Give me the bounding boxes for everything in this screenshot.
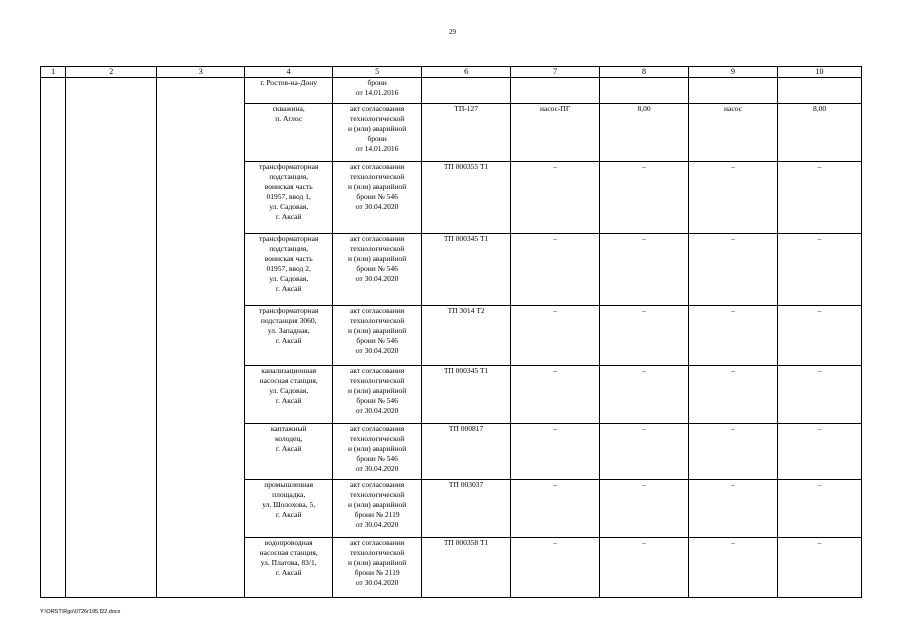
column-number-5: 5 xyxy=(333,67,422,78)
column-number-9: 9 xyxy=(689,67,778,78)
cell-c5: акт согласования технологической и (или) аварийной брони № 546 от 30.04.2020 xyxy=(333,366,422,424)
cell-c5: акт согласования технологической и (или) аварийной брони № 546 от 30.04.2020 xyxy=(333,162,422,234)
cell-c5: акт согласования технологической и (или) аварийной брони № 546 от 30.04.2020 xyxy=(333,424,422,480)
cell-c9: – xyxy=(689,424,778,480)
cell-c6: ТП 000355 Т1 xyxy=(422,162,511,234)
cell-c8: – xyxy=(600,162,689,234)
cell-c10: 8,00 xyxy=(778,104,862,162)
column-number-1: 1 xyxy=(41,67,66,78)
cell-c8: 8,00 xyxy=(600,104,689,162)
column-number-10: 10 xyxy=(778,67,862,78)
column-number-2: 2 xyxy=(66,67,157,78)
cell-c9: – xyxy=(689,162,778,234)
cell-c4: каптажный колодец, г. Аксай xyxy=(245,424,333,480)
column-number-row xyxy=(41,67,862,78)
empty-cell-col2 xyxy=(66,162,157,234)
cell-c9: – xyxy=(689,480,778,538)
empty-cell-col2 xyxy=(66,366,157,424)
data-table xyxy=(40,66,862,598)
file-path-footer: Y:\ORST\Rgo\0726r195.f22.docx xyxy=(40,609,121,615)
empty-cell-col3 xyxy=(157,366,245,424)
empty-cell-col2 xyxy=(66,538,157,598)
table-row xyxy=(41,424,862,480)
empty-cell-col3 xyxy=(157,538,245,598)
empty-cell-col1 xyxy=(41,78,66,104)
empty-cell-col2 xyxy=(66,424,157,480)
cell-c5: акт согласования технологической и (или) аварийной брони № 2119 от 30.04.2020 xyxy=(333,538,422,598)
cell-c10: – xyxy=(778,480,862,538)
empty-cell-col3 xyxy=(157,234,245,306)
table-body xyxy=(41,78,862,598)
cell-c4: канализационная насосная станция, ул. Садовая, г. Аксай xyxy=(245,366,333,424)
empty-cell-col3 xyxy=(157,306,245,366)
table-row xyxy=(41,78,862,104)
cell-c9 xyxy=(689,78,778,104)
cell-c10: – xyxy=(778,234,862,306)
cell-c10: – xyxy=(778,162,862,234)
table-row xyxy=(41,104,862,162)
cell-c4: водопроводная насосная станция, ул. Платова, 83/1, г. Аксай xyxy=(245,538,333,598)
empty-cell-col2 xyxy=(66,306,157,366)
cell-c6: ТП-127 xyxy=(422,104,511,162)
column-number-4: 4 xyxy=(245,67,333,78)
empty-cell-col1 xyxy=(41,480,66,538)
cell-c6 xyxy=(422,78,511,104)
cell-c8: – xyxy=(600,306,689,366)
empty-cell-col1 xyxy=(41,306,66,366)
cell-c4: промышленная площадка, ул. Шолохова, 5, г. Аксай xyxy=(245,480,333,538)
cell-c8: – xyxy=(600,538,689,598)
cell-c5: акт согласования технологической и (или) аварийной брони № 546 от 30.04.2020 xyxy=(333,234,422,306)
cell-c10 xyxy=(778,78,862,104)
cell-c5: акт согласования технологической и (или) аварийной брони № 546 от 30.04.2020 xyxy=(333,306,422,366)
empty-cell-col2 xyxy=(66,104,157,162)
cell-c9: – xyxy=(689,306,778,366)
cell-c4: г. Ростов-на-Дону xyxy=(245,78,333,104)
table-row xyxy=(41,306,862,366)
empty-cell-col3 xyxy=(157,78,245,104)
empty-cell-col2 xyxy=(66,78,157,104)
cell-c8: – xyxy=(600,424,689,480)
cell-c7: – xyxy=(511,538,600,598)
cell-c5: акт согласования технологической и (или) аварийной брони от 14.01.2016 xyxy=(333,104,422,162)
column-number-3: 3 xyxy=(157,67,245,78)
cell-c6: ТП 000345 Т1 xyxy=(422,234,511,306)
cell-c6: ТП 000358 Т1 xyxy=(422,538,511,598)
table-row xyxy=(41,366,862,424)
cell-c9: – xyxy=(689,234,778,306)
cell-c7: – xyxy=(511,162,600,234)
cell-c9: – xyxy=(689,366,778,424)
cell-c5: акт согласования технологической и (или) аварийной брони № 2119 от 30.04.2020 xyxy=(333,480,422,538)
column-number-7: 7 xyxy=(511,67,600,78)
cell-c4: скважина, п. Аглос xyxy=(245,104,333,162)
table-row xyxy=(41,234,862,306)
empty-cell-col1 xyxy=(41,538,66,598)
cell-c6: ТП 003037 xyxy=(422,480,511,538)
empty-cell-col3 xyxy=(157,480,245,538)
cell-c9: насос xyxy=(689,104,778,162)
table-row xyxy=(41,538,862,598)
cell-c8: – xyxy=(600,366,689,424)
cell-c7: – xyxy=(511,424,600,480)
cell-c8: – xyxy=(600,480,689,538)
cell-c10: – xyxy=(778,306,862,366)
cell-c9: – xyxy=(689,538,778,598)
empty-cell-col2 xyxy=(66,480,157,538)
cell-c7: – xyxy=(511,234,600,306)
table-row xyxy=(41,162,862,234)
cell-c7: – xyxy=(511,306,600,366)
cell-c7: – xyxy=(511,480,600,538)
data-table-wrap xyxy=(40,66,862,598)
cell-c7 xyxy=(511,78,600,104)
cell-c8 xyxy=(600,78,689,104)
cell-c4: трансформаторная подстанция, воинская часть 01957, ввод 1, ул. Садовая, г. Аксай xyxy=(245,162,333,234)
cell-c6: ТП 000345 Т1 xyxy=(422,366,511,424)
empty-cell-col1 xyxy=(41,366,66,424)
cell-c10: – xyxy=(778,538,862,598)
cell-c10: – xyxy=(778,424,862,480)
table-row xyxy=(41,480,862,538)
cell-c7: – xyxy=(511,366,600,424)
empty-cell-col3 xyxy=(157,104,245,162)
page-number: 29 xyxy=(449,28,456,36)
empty-cell-col3 xyxy=(157,162,245,234)
empty-cell-col1 xyxy=(41,104,66,162)
cell-c7: насос-ПГ xyxy=(511,104,600,162)
cell-c5: брони от 14.01.2016 xyxy=(333,78,422,104)
cell-c6: ТП 3014 Т2 xyxy=(422,306,511,366)
cell-c10: – xyxy=(778,366,862,424)
column-number-6: 6 xyxy=(422,67,511,78)
empty-cell-col1 xyxy=(41,424,66,480)
empty-cell-col3 xyxy=(157,424,245,480)
empty-cell-col1 xyxy=(41,162,66,234)
empty-cell-col1 xyxy=(41,234,66,306)
empty-cell-col2 xyxy=(66,234,157,306)
column-number-8: 8 xyxy=(600,67,689,78)
cell-c4: трансформаторная подстанция 3060, ул. Западная, г. Аксай xyxy=(245,306,333,366)
cell-c6: ТП 000817 xyxy=(422,424,511,480)
cell-c8: – xyxy=(600,234,689,306)
cell-c4: трансформаторная подстанция, воинская часть 01957, ввод 2, ул. Садовая, г. Аксай xyxy=(245,234,333,306)
